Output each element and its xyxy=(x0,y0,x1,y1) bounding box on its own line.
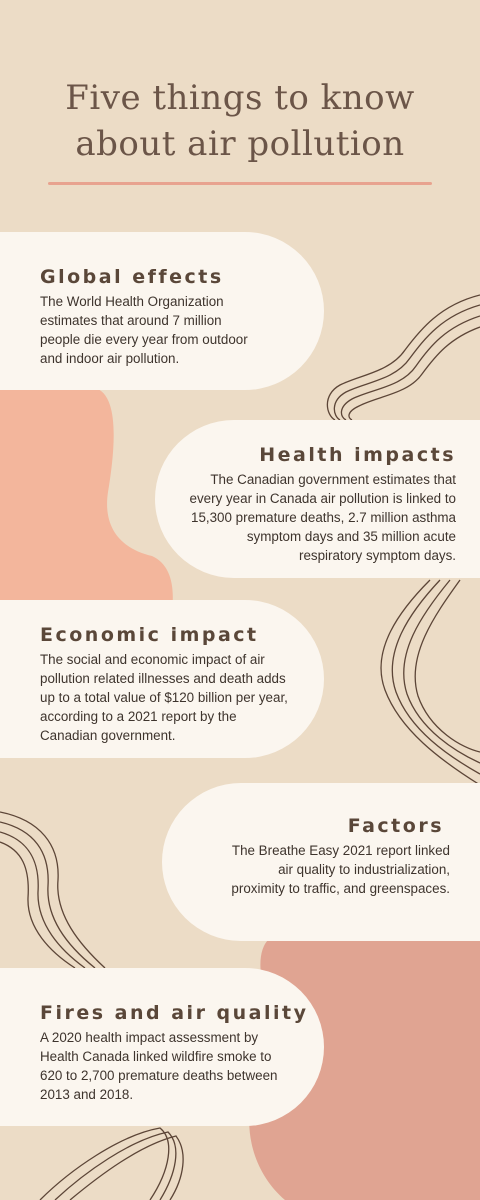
page-title-line-2: about air pollution xyxy=(75,123,405,164)
line-art-wave xyxy=(392,580,480,774)
card-body: The Canadian government estimates that every year in Canada air pollution is linked to 15,300 premature deaths, 2.7 million asthma symptom days and 35 million acute respiratory symptom days. xyxy=(189,472,456,563)
card-global-effects xyxy=(0,232,324,390)
page-title-line-1: Five things to know xyxy=(65,77,415,118)
card-body: A 2020 health impact assessment by Health Canada linked wildfire smoke to 620 to 2,700 premature deaths between 2013 and 2018. xyxy=(40,1030,278,1102)
card-heading: Factors xyxy=(347,815,444,837)
card-factors xyxy=(162,783,480,941)
card-heading: Health impacts xyxy=(259,444,456,466)
card-heading: Fires and air quality xyxy=(40,1002,309,1024)
card-body: The World Health Organization estimates that around 7 million people die every year from outdoor and indoor air pollution. xyxy=(40,294,248,366)
title-divider xyxy=(48,182,432,185)
line-art-squiggle xyxy=(334,305,480,420)
card-heading: Global effects xyxy=(40,266,224,288)
card-economic-impact xyxy=(0,600,324,758)
card-body: The Breathe Easy 2021 report linked air quality to industrialization, proximity to traffic, and greenspaces. xyxy=(231,843,450,896)
peach-blob-shape xyxy=(0,388,173,610)
page-title xyxy=(0,75,480,167)
line-art-wave xyxy=(0,812,105,968)
card-heading: Economic impact xyxy=(40,624,259,646)
line-art-loop xyxy=(40,1128,169,1200)
card-body: The social and economic impact of air pollution related illnesses and death adds up to a total value of $120 billion per year, according to a 2021 report by the Canadian government. xyxy=(40,652,288,743)
card-health-impacts xyxy=(155,420,480,578)
line-art-wave xyxy=(415,580,480,752)
card-fires-and-air-quality xyxy=(0,968,324,1126)
line-art-wave xyxy=(381,580,480,785)
